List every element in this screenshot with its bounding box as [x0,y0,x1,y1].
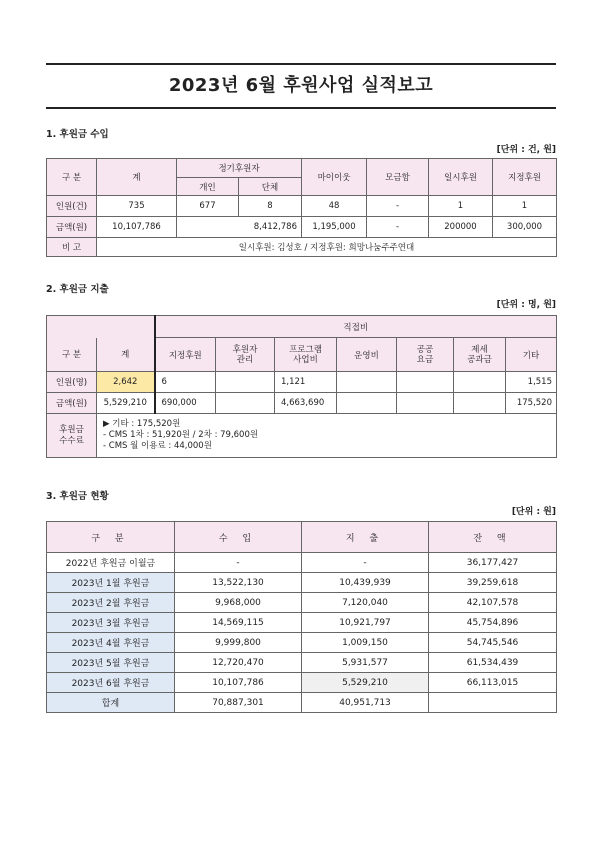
row-label: 2023년 2월 후원금 [47,593,175,613]
row-label: 2023년 4월 후원금 [47,633,175,653]
total-row [47,693,557,713]
total-label: 합계 [47,693,175,713]
cell: 9,968,000 [175,593,302,613]
cell: 5,529,210 [302,673,429,693]
cell: 690,000 [155,393,216,414]
table-row [47,238,557,257]
cell: - [367,196,429,217]
table-row [47,593,557,613]
page-title: 2023년 6월 후원사업 실적보고 [168,75,434,96]
cell: 61,534,439 [429,653,557,673]
status-table [46,521,557,713]
cell: 1 [429,196,493,217]
cell: 1,515 [506,372,557,393]
note-cell: 일시후원: 김성호 / 지정후원: 희망나눔주주연대 [97,238,557,257]
table-row [47,613,557,633]
col-total: 계 [97,338,155,372]
row-label: 2023년 6월 후원금 [47,673,175,693]
cell: 48 [302,196,367,217]
table-row [47,217,557,238]
row-label: 2023년 3월 후원금 [47,613,175,633]
table-row [47,553,557,573]
cell: 10,107,786 [97,217,177,238]
col-box: 모금함 [367,159,429,196]
cell [454,372,506,393]
cell: 14,569,115 [175,613,302,633]
section1-unit: [단위 : 건, 원] [496,145,556,155]
row-label: 2023년 5월 후원금 [47,653,175,673]
col-group: 단체 [239,178,302,196]
col-individual: 개인 [177,178,239,196]
col-category: 구 분 [47,338,97,372]
cell: 42,107,578 [429,593,557,613]
row-label: 2022년 후원금 이월금 [47,553,175,573]
cell: 36,177,427 [429,553,557,573]
col-etc: 기타 [506,338,557,372]
table-row [47,393,557,414]
col-designated: 지정후원 [155,338,216,372]
cell: - [302,553,429,573]
row-label: 금액(원) [47,393,97,414]
col-operating: 운영비 [337,338,397,372]
col-direct: 직접비 [155,316,557,338]
col-tax: 제세 공과금 [454,338,506,372]
row-label: 인원(건) [47,196,97,217]
cell [397,393,454,414]
cell [216,393,275,414]
expense-table [46,315,557,458]
table-row [47,414,557,458]
fee-line: - CMS 1차 : 51,920원 / 2차 : 79,600원 [103,430,259,440]
cell: 9,999,800 [175,633,302,653]
col-total: 계 [97,159,177,196]
income-table [46,158,557,257]
col-category: 구 분 [47,522,175,553]
col-income: 수 입 [175,522,302,553]
cell: 39,259,618 [429,573,557,593]
col-program: 프로그램 사업비 [275,338,337,372]
section2-heading: 2. 후원금 지출 [46,284,109,295]
cell: 735 [97,196,177,217]
row-label: 2023년 1월 후원금 [47,573,175,593]
section3-unit: [단위 : 원] [511,507,556,517]
cell [454,393,506,414]
cell [397,372,454,393]
blank-corner [47,316,155,338]
cell: 66,113,015 [429,673,557,693]
cell: 10,921,797 [302,613,429,633]
cell [216,372,275,393]
col-utility: 공공 요금 [397,338,454,372]
cell: - [367,217,429,238]
col-onetime: 일시후원 [429,159,493,196]
title-box [46,63,556,109]
cell: 1,121 [275,372,337,393]
cell: 5,529,210 [97,393,155,414]
table-row [47,633,557,653]
cell: 8,412,786 [177,217,302,238]
col-myup: 마이이웃 [302,159,367,196]
cell: 6 [155,372,216,393]
row-label: 후원금 수수료 [47,414,97,458]
cell-highlight: 2,642 [97,372,155,393]
cell: 5,931,577 [302,653,429,673]
cell: 1 [493,196,557,217]
cell: 12,720,470 [175,653,302,673]
col-designated: 지정후원 [493,159,557,196]
section2-unit: [단위 : 명, 원] [496,300,556,310]
fee-cell [97,414,557,458]
cell: 1,009,150 [302,633,429,653]
cell: 10,107,786 [175,673,302,693]
cell: 13,522,130 [175,573,302,593]
fee-line: - CMS 월 이용료 : 44,000원 [103,441,212,451]
cell: 1,195,000 [302,217,367,238]
cell: 45,754,896 [429,613,557,633]
cell: 54,745,546 [429,633,557,653]
cell: 10,439,939 [302,573,429,593]
cell [337,393,397,414]
col-expense: 지 출 [302,522,429,553]
cell: 8 [239,196,302,217]
row-label: 인원(명) [47,372,97,393]
cell: - [175,553,302,573]
table-row [47,372,557,393]
table-row [47,673,557,693]
cell [337,372,397,393]
col-mgmt: 후원자 관리 [216,338,275,372]
table-row [47,196,557,217]
cell: 175,520 [506,393,557,414]
table-row [47,653,557,673]
cell: 40,951,713 [302,693,429,713]
cell: 300,000 [493,217,557,238]
section3-heading: 3. 후원금 현황 [46,491,109,502]
table-row [47,573,557,593]
row-label: 금액(원) [47,217,97,238]
fee-line: ▶ 기타 : 175,520원 [103,419,181,429]
cell: 4,663,690 [275,393,337,414]
cell: 677 [177,196,239,217]
col-regular: 정기후원자 [177,159,302,178]
cell: 7,120,040 [302,593,429,613]
col-balance: 잔 액 [429,522,557,553]
cell [429,693,557,713]
cell: 70,887,301 [175,693,302,713]
row-label: 비 고 [47,238,97,257]
col-category: 구 분 [47,159,97,196]
cell: 200000 [429,217,493,238]
section1-heading: 1. 후원금 수입 [46,129,109,140]
